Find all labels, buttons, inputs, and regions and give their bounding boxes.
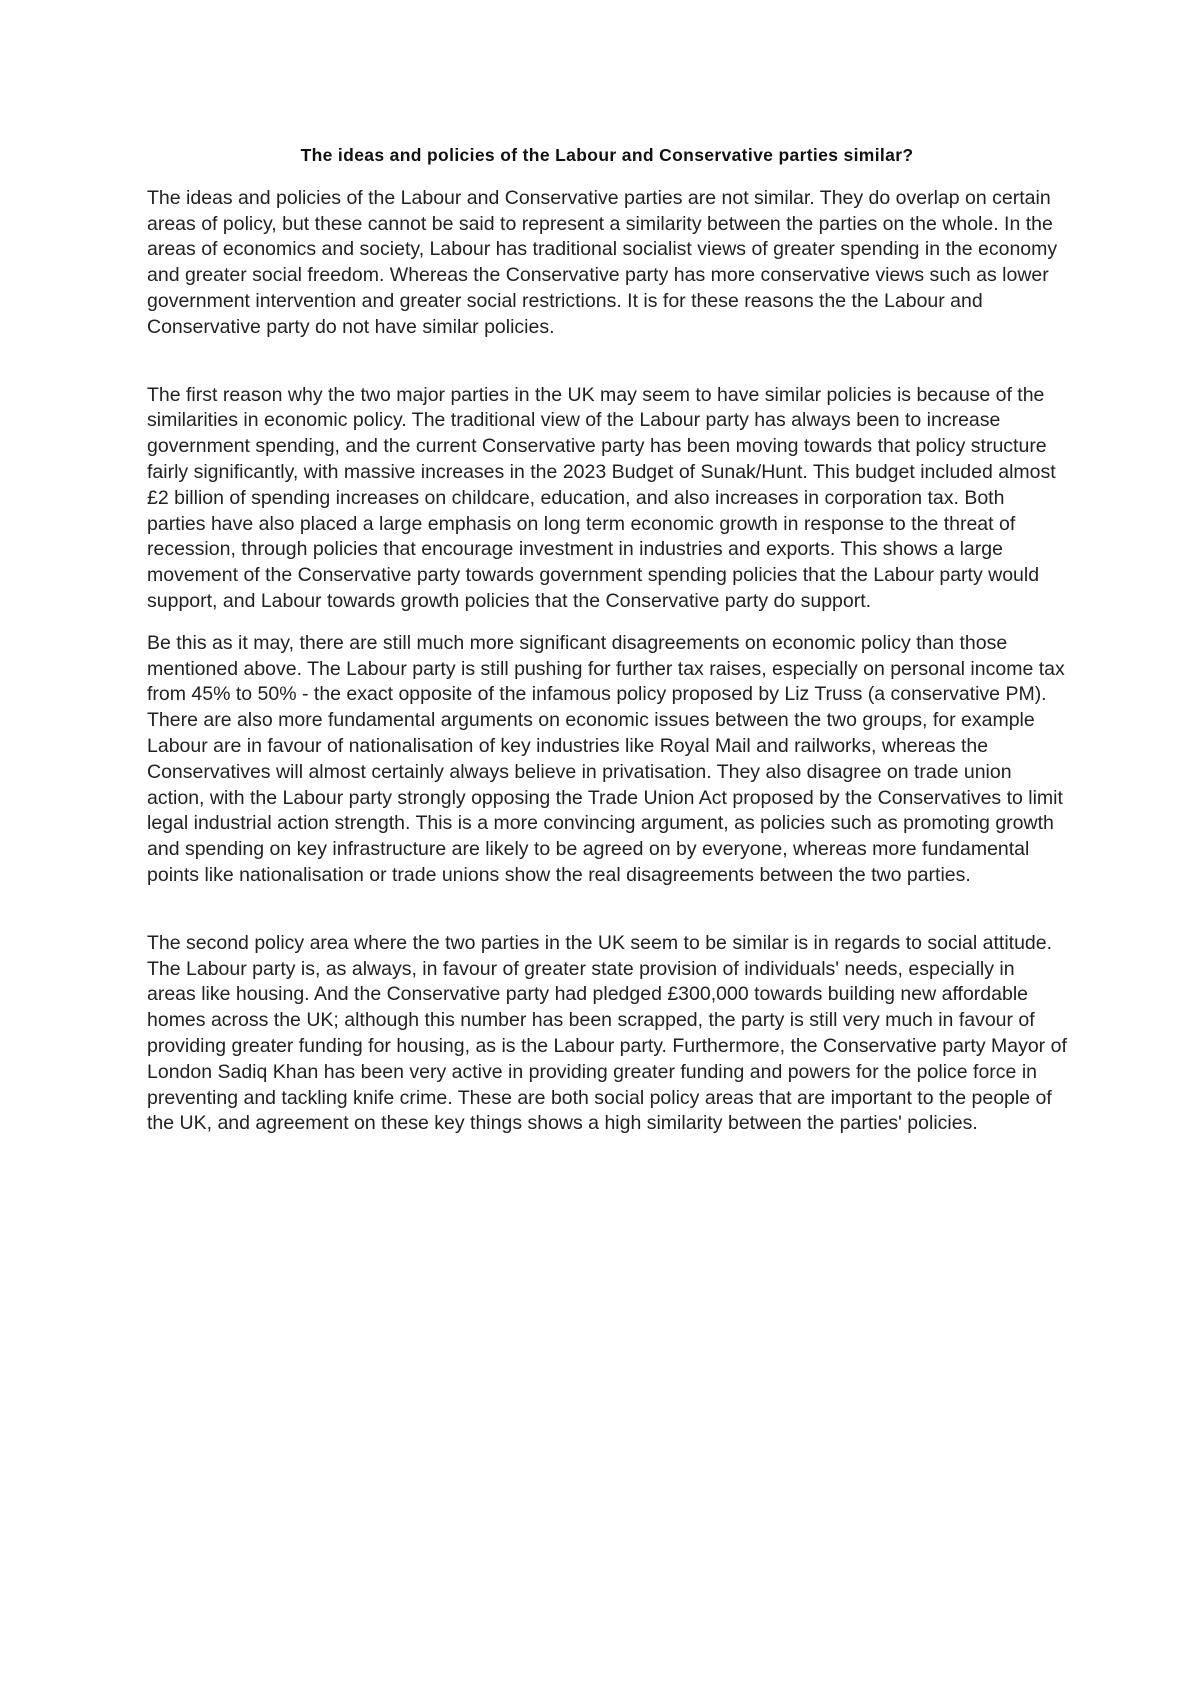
document-body (147, 143, 1067, 1137)
paragraph-economic-disagreements: Be this as it may, there are still much more significant disagreements on economic policy than those mentioned above. The Labour party is still pushing for further tax raises, especially on personal income tax from 45% to 50% - the exact opposite of the infamous policy proposed by Liz Truss (a conservative PM). There are also more fundamental arguments on economic issues between the two groups, for example Labour are in favour of nationalisation of key industries like Royal Mail and railworks, whereas the Conservatives will almost certainly always believe in privatisation. They also disagree on trade union action, with the Labour party strongly opposing the Trade Union Act proposed by the Conservatives to limit legal industrial action strength. This is a more convincing argument, as policies such as promoting growth and spending on key infrastructure are likely to be agreed on by everyone, whereas more fundamental points like nationalisation or trade unions show the real disagreements between the two parties. (147, 631, 1065, 886)
paragraph-social-similarities: The second policy area where the two parties in the UK seem to be similar is in regards to social attitude. The Labour party is, as always, in favour of greater state provision of individuals' needs, especially in areas like housing. And the Conservative party had pledged £300,000 towards building new affordable homes across the UK; although this number has been scrapped, the party is still very much in favour of providing greater funding for housing, as is the Labour party. Furthermore, the Conservative party Mayor of London Sadiq Khan has been very active in providing greater funding and powers for the police force in preventing and tackling knife crime. These are both social policy areas that are important to the people of the UK, and agreement on these key things shows a high similarity between the parties' policies. (147, 931, 1067, 1135)
document-title: The ideas and policies of the Labour and Conservative parties similar? (300, 145, 914, 165)
paragraph-introduction: The ideas and policies of the Labour and Conservative parties are not similar. They do overlap on certain areas of policy, but these cannot be said to represent a similarity between the parties on the whole. In the areas of economics and society, Labour has traditional socialist views of greater spending in the economy and greater social freedom. Whereas the Conservative party has more conservative views such as lower government intervention and greater social restrictions. It is for these reasons the the Labour and Conservative party do not have similar policies. (147, 186, 1058, 338)
paragraph-economic-similarities: The first reason why the two major parties in the UK may seem to have similar policies is because of the similarities in economic policy. The traditional view of the Labour party has always been to increase government spending, and the current Conservative party has been moving towards that policy structure fairly significantly, with massive increases in the 2023 Budget of Sunak/Hunt. This budget included almost £2 billion of spending increases on childcare, education, and also increases in corporation tax. Both parties have also placed a large emphasis on long term economic growth in response to the threat of recession, through policies that encourage investment in industries and exports. This shows a large movement of the Conservative party towards government spending policies that the Labour party would support, and Labour towards growth policies that the Conservative party do support. (147, 383, 1056, 612)
